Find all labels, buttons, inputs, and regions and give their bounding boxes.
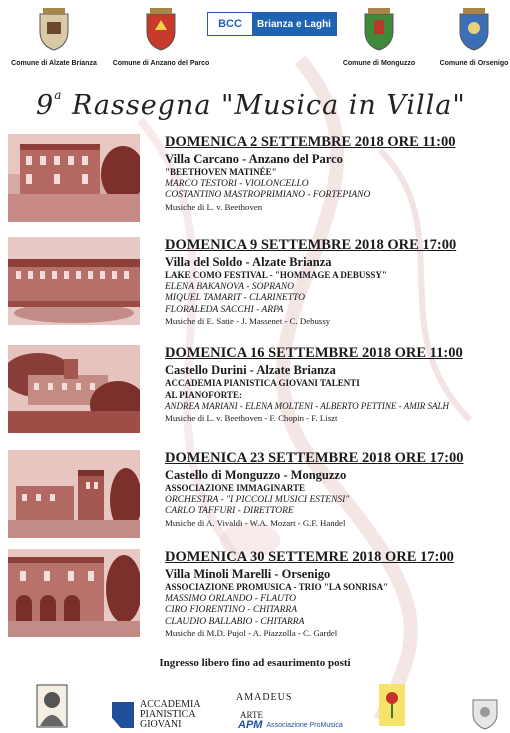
monguzzo-crest-icon bbox=[362, 6, 396, 52]
apm-logo bbox=[238, 718, 348, 732]
accademia-logo bbox=[112, 698, 224, 732]
event-composers: Musiche di A. Vivaldi - W.A. Mozart - G.F. Handel bbox=[165, 517, 346, 528]
event-performer: MIQUEL TAMARIT - CLARINETTO bbox=[165, 293, 305, 303]
comune-label: Comune di Anzano del Parco bbox=[112, 60, 210, 67]
crest-monguzzo bbox=[324, 6, 434, 67]
portrait-medallion-icon bbox=[36, 684, 68, 728]
villa-carcano-photo bbox=[8, 134, 140, 222]
comune-label: Comune di Alzate Brianza bbox=[11, 60, 97, 67]
promusica-text: Associazione ProMusica bbox=[266, 721, 343, 729]
event-place: Castello Durini - Alzate Brianza bbox=[165, 363, 336, 377]
event-performer: CLAUDIO BALLABIO - CHITARRA bbox=[165, 616, 305, 627]
orsenigo-crest-icon bbox=[457, 6, 491, 52]
event-performer: COSTANTINO MASTROPRIMIANO - FORTEPIANO bbox=[165, 190, 371, 200]
event-performer: MARCO TESTORI - VIOLONCELLO bbox=[165, 178, 309, 189]
event-place: Villa del Soldo - Alzate Brianza bbox=[165, 255, 332, 269]
title-text: Rassegna "Musica in Villa" bbox=[71, 90, 466, 121]
event-date: DOMENICA 16 SETTEMBRE 2018 ORE 11:00 bbox=[165, 345, 463, 361]
event-date: DOMENICA 2 SETTEMBRE 2018 ORE 11:00 bbox=[165, 134, 456, 150]
event-program: LAKE COMO FESTIVAL - "HOMMAGE A DEBUSSY" bbox=[165, 270, 387, 280]
accademia-line: ACCADEMIA bbox=[140, 699, 201, 710]
crest-alzate bbox=[0, 6, 109, 67]
event-program: "BEETHOVEN MATINÉE" bbox=[165, 167, 277, 177]
page-title bbox=[36, 90, 496, 121]
crest-anzano bbox=[106, 6, 216, 67]
event-place: Castello di Monguzzo - Monguzzo bbox=[165, 468, 347, 482]
accademia-line: PIANISTICA bbox=[140, 709, 196, 720]
accademia-line: GIOVANI bbox=[140, 719, 182, 730]
alzate-crest-icon bbox=[37, 6, 71, 52]
bcc-mark: BCC bbox=[208, 13, 252, 35]
comune-label: Comune di Monguzzo bbox=[342, 60, 416, 67]
bcc-name: Brianza e Laghi bbox=[252, 13, 336, 35]
anzano-crest-icon bbox=[144, 6, 178, 52]
amadeus-arte-logo bbox=[236, 687, 306, 720]
amadeus-text: AMADEUS bbox=[236, 692, 293, 703]
event-place: Villa Minoli Marelli - Orsenigo bbox=[165, 567, 331, 581]
event-program: ASSOCIAZIONE IMMAGINARTE bbox=[165, 483, 305, 493]
event-date: DOMENICA 23 SETTEMBRE 2018 ORE 17:00 bbox=[165, 450, 464, 466]
event-performer: MASSIMO ORLANDO - FLAUTO bbox=[165, 593, 296, 604]
apm-mark: APM bbox=[238, 719, 263, 731]
accademia-mark-icon bbox=[112, 702, 134, 728]
comune-label: Comune di Orsenigo bbox=[439, 60, 509, 67]
event-performer: CIRO FIORENTINO - CHITARRA bbox=[165, 605, 298, 615]
event-composers: Musiche di L. v. Beethoven bbox=[165, 201, 263, 212]
crest-footer-icon bbox=[470, 696, 500, 730]
event-performer: CARLO TAFFURI - DIRETTORE bbox=[165, 506, 294, 516]
event-performer: ANDREA MARIANI - ELENA MOLTENI - ALBERTO PETTINE - AMIR SALH bbox=[165, 401, 449, 411]
title-ordinal: 9 bbox=[36, 90, 55, 121]
arte-text: ARTE bbox=[240, 710, 263, 720]
event-place: Villa Carcano - Anzano del Parco bbox=[165, 152, 343, 166]
villa-minoli-marelli-photo bbox=[8, 549, 140, 637]
event-program: ACCADEMIA PIANISTICA GIOVANI TALENTI bbox=[165, 378, 360, 388]
event-date: DOMENICA 30 SETTEMRE 2018 ORE 17:00 bbox=[165, 549, 454, 565]
event-performer: ORCHESTRA - "I PICCOLI MUSICI ESTENSI" bbox=[165, 494, 350, 505]
event-date: DOMENICA 9 SETTEMBRE 2018 ORE 17:00 bbox=[165, 237, 457, 253]
villa-del-soldo-photo bbox=[8, 237, 140, 325]
free-entry-note: Ingresso libero fino ad esaurimento posti bbox=[159, 657, 351, 669]
event-performer: ELENA BAKANOVA - SOPRANO bbox=[165, 281, 295, 292]
event-composers: Musiche di L. v. Beethoven - F. Chopin - F. Liszt bbox=[165, 412, 338, 423]
event-performer: FLORALEDA SACCHI - ARPA bbox=[165, 304, 284, 315]
bcc-logo bbox=[207, 12, 337, 36]
flower-logo-icon bbox=[379, 684, 405, 726]
event-composers: Musiche di M.D. Pujol - A. Piazzolla - C. Gardel bbox=[165, 628, 338, 638]
event-composers: Musiche di E. Satie - J. Massenet - C. Debussy bbox=[165, 316, 331, 326]
castello-monguzzo-photo bbox=[8, 450, 140, 538]
castello-durini-photo bbox=[8, 345, 140, 433]
event-program: ASSOCIAZIONE PROMUSICA - TRIO "LA SONRISA" bbox=[165, 582, 389, 592]
crest-orsenigo bbox=[419, 6, 510, 67]
event-subtitle: AL PIANOFORTE: bbox=[165, 389, 242, 400]
title-ordinal-sup: a bbox=[54, 88, 63, 102]
